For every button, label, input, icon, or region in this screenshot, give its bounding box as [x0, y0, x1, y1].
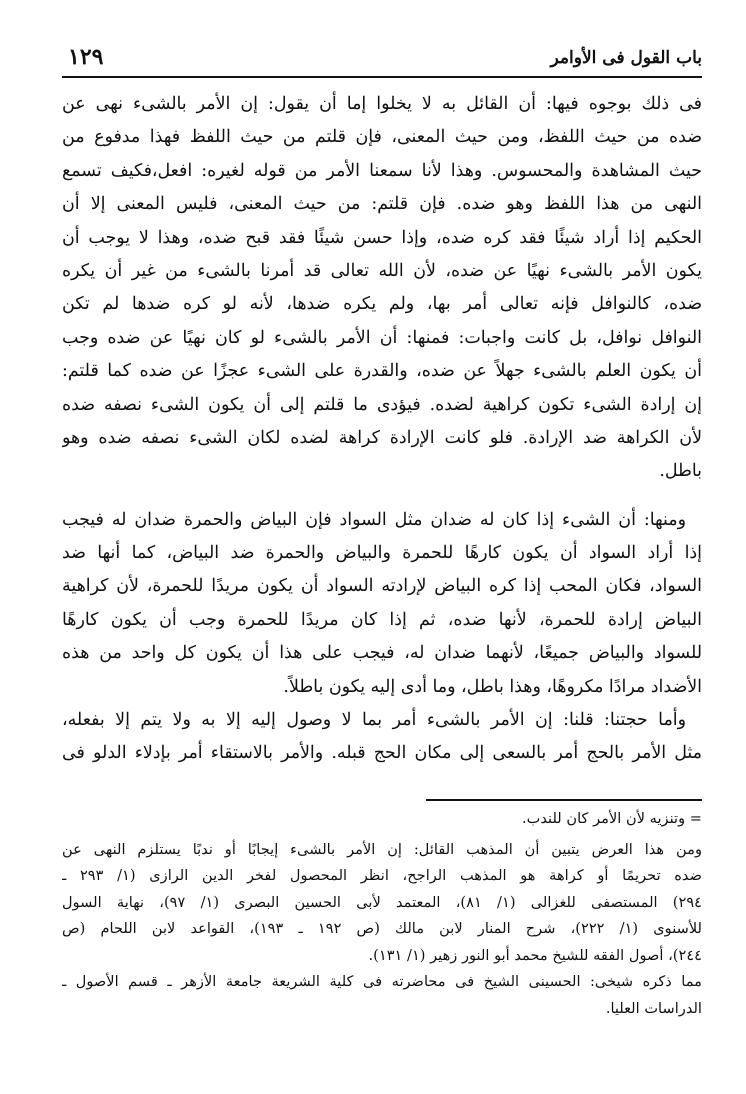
- footnote-line: ٢٩٤) المستصفى للغزالى (١/ ٨١)، المعتمد لأبى الحسين البصرى (١/ ٩٧)، نهاية السول: [62, 893, 702, 911]
- page-number: ١٢٩: [68, 44, 104, 70]
- text-line: فى ذلك بوجوه فيها: أن القائل به لا يخلوا إما أن يقول: إن الأمر بالشىء نهى عن: [62, 94, 702, 114]
- text-line: النوافل نوافل، بل كانت واجبات: فمنها: أن الأمر بالشىء لو كان نهيًا عن ضده وجب: [62, 327, 702, 348]
- footnote-line: ومن هذا العرض يتبين أن المذهب القائل: إن الأمر بالشىء إيجابًا أو ندبًا يستلزم النهى عن: [62, 840, 702, 858]
- text-line: أن يكون العلم بالشىء جهلاً عن ضده، والقدرة على الشىء عجزًا عن ضده كما قلتم:: [62, 361, 702, 382]
- chapter-title: باب القول فى الأوامر: [550, 48, 702, 68]
- text-line: للسواد والبياض جميعًا، لأنهما ضدان له، فيجب على هذا أن يكون كل واحد من هذه: [62, 643, 702, 664]
- footnote-line: للأسنوى (١/ ٢٢٢)، شرح المنار لابن مالك (ص ١٩٢ ـ ١٩٣)، القواعد لابن اللحام (ص: [62, 920, 702, 937]
- footnote-line: = وتنزيه لأن الأمر كان للندب.: [522, 810, 702, 827]
- text-line: ومنها: أن الشىء إذا كان له ضدان مثل السواد فإن البياض والحمرة ضدان له فيجب: [62, 509, 686, 530]
- text-line: وأما حجتنا: قلنا: إن الأمر بالشىء أمر بما لا وصول إليه إلا به ولا يتم إلا بفعله،: [62, 710, 686, 731]
- text-line: ضده من حيث اللفظ، ومن حيث المعنى، فإن قلتم من حيث اللفظ فهذا مدفوع من: [62, 127, 702, 148]
- paragraph-gap: [62, 489, 702, 504]
- footnote-line: الدراسات العليا.: [605, 999, 702, 1017]
- text-line: السواد، فكان المحب إذا كره البياض لإرادته السواد أن يكون مريدًا للحمرة، لأن كراهية: [62, 576, 702, 597]
- text-line: يكون الأمر بالشىء نهيًا عن ضده، لأن الله تعالى قد أمرنا بالشىء من غير أن يكره: [62, 260, 702, 281]
- text-line: النهى من هذا اللفظ وهو ضده. فإن قلتم: من حيث المعنى، فليس المعنى إلا أن: [62, 194, 702, 215]
- text-line: لأن الكراهة ضد الإرادة. فلو كانت الإرادة كراهة لضده لكان الشىء نصفه ضده وهو: [62, 427, 702, 448]
- text-line: إذا أراد السواد أن يكون كارهًا للحمرة والبياض والحمرة ضد البياض، كما أنها ضد: [62, 543, 702, 564]
- text-line: حيث المشاهدة والمحسوس. وهذا لأنا سمعنا الأمر من قوله لغيره: افعل،فكيف تسمع: [62, 160, 702, 181]
- footnote-separator: [426, 799, 702, 801]
- text-line: ضده، كالنوافل فإنه تعالى أمر بها، ولم يكره ضدها، لأنه لو كره ضدها لم تكن: [62, 294, 702, 315]
- footnote-line: ٢٤٤)، أصول الفقه للشيخ محمد أبو النور زهير (١/ ١٣١).: [368, 946, 702, 964]
- text-line: الحكيم إذا أراد شيئًا فقد كره ضده، وإذا حسن شيئًا فقد قبح ضده، وهذا لا يوجب أن: [62, 227, 702, 248]
- text-line: الأضداد مرادًا مكروهًا، وهذا باطل، وما أدى إليه يكون باطلاً.: [283, 676, 702, 697]
- footnote-line: مما ذكره شيخى: الحسينى الشيخ فى محاضرته فى كلية الشريعة جامعة الأزهر ـ قسم الأصول ـ: [62, 973, 702, 990]
- text-line: إن إرادة الشىء تكون كراهية لضده. فيؤدى ما قلتم إلى أن يكون الشىء نصفه ضده: [62, 394, 702, 415]
- main-text: [62, 88, 702, 771]
- footnote-line: ضده تحريمًا أو كراهة هو المذهب الراجح، انظر المحصول لفخر الدين الرازى (١/ ٢٩٣ ـ: [62, 867, 702, 884]
- text-line: البياض إرادة للحمرة، لأنها ضده، ثم إذا كان مريدًا للحمرة وجب أن يكون كارهًا: [62, 609, 702, 630]
- footnotes: [62, 806, 702, 1022]
- text-line: مثل الأمر بالحج أمر بالسعى إلى مكان الحج قبله. والأمر بالاستقاء أمر بإدلاء الدلو فى: [62, 743, 702, 764]
- text-line: باطل.: [659, 461, 702, 482]
- page-header: [62, 42, 702, 78]
